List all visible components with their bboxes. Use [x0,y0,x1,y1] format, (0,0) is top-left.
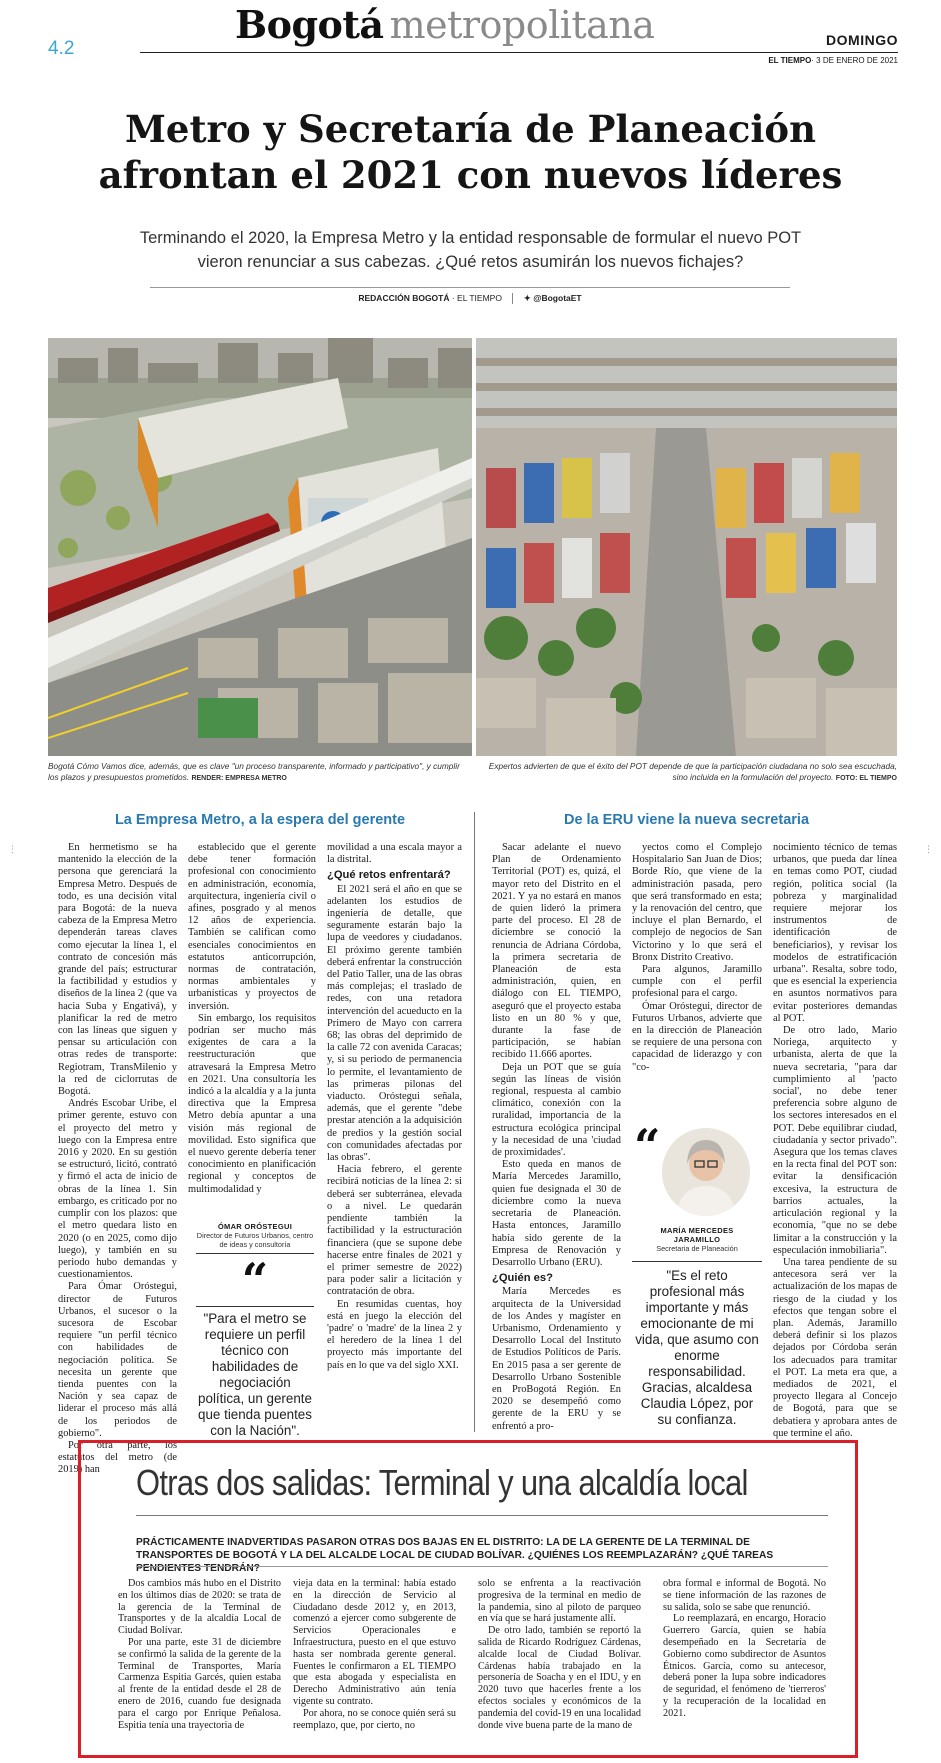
right-quote-role: Secretaria de Planeación [656,1244,738,1253]
left-quote-text: "Para el metro se requiere un perfil técnico con habilidades de negociación política, un gerente que tienda puentes con la Nación". [198,1311,312,1438]
paragraph: En hermetismo se ha mantenido la elección de la persona que gerenciará la Empresa Metro. Después de todo, es una decisión vital para Bogotá: de la nueva cabeza de la Empresa Metro dependerán tareas claves como ejecutar la línea 1, el contrato de concesión más grande del país; estructurar la factibilidad y estudios y diseños de la línea 2 (que va hacia Suba y Engativá), y planificar la red de metro con las líneas que siguen y pensar su articulación con otras redes de transporte: Regiotram, TransMilenio y la red de ciclorrutas de Bogotá. [58,842,177,1098]
right-quote-text: "Es el reto profesional más importante y más emocionante de mi vida, que asumo con enorme responsabilidad. Gracias, alcaldesa Claudia López, por su confianza. [635,1268,759,1427]
fold-mark-left: ⋮ [8,845,17,855]
subheading: ¿Quién es? [492,1272,553,1285]
paragraph: Deja un POT que se guía según las líneas de visión regional, respuesta al cambio climático, conexión con la ruralidad, importancia de la estructura ecológica principal y la necesidad de una 'ciudad de proximidades'. [492,1061,621,1159]
paragraph: Una tarea pendiente de su antecesora será ver la actualización de los mapas de riesgo de la ciudad y los efectos que tengan sobre el plan. Además, Jaramillo deberá definir si los plazos dejados por Córdoba serán los adecuados para tramitar el POT. La meta era que, a mediados de 2021, el proyecto llegara al Concejo de Bogotá, para que se debatiera y aprobara antes de que termine el año. [773,1256,897,1439]
paragraph: vieja data en la terminal: había estado en la dirección de Servicio al Ciudadano desde 2012 y, en 2013, comenzó a ejercer como subgerente de Servicios Operacionales e Infraestructura, puesto en el que estuvo hasta ser nombrada gerente general. Fuentes le confirmaron a EL TIEMPO que esta abogada y especialista en Derecho Administrativo aún tenía vigente su contrato. [293,1578,456,1707]
bottom-column-3 [478,1578,641,1731]
portrait-photo [662,1128,750,1216]
paragraph: movilidad a una escala mayor a la distrital. [327,842,462,866]
right-story-column-3 [773,842,897,1440]
paragraph: Por ahora, no se conoce quién será su reemplazo, que, por cierto, no [293,1707,456,1731]
paragraph: Dos cambios más hubo en el Distrito en los últimos días de 2020: se trata de la gerencia de la Terminal de Transportes y de la alcaldía Local de Ciudad Bolívar. [118,1578,281,1637]
section-title-light: metropolitana [389,3,655,47]
paragraph: Hacia febrero, el gerente recibirá noticias de la línea 2: si deberá ser subterránea, elevada o a nivel. Le quedarán pendiente también la factibilidad y la estructuración financiera (que se supone debe hacerse entre finales de 2021 y el primer semestre de 2022) para poder salir a licitación y contratación de obra. [327,1164,462,1298]
paragraph: solo se enfrenta a la reactivación progresiva de la terminal en medio de la pandemia, sino al piloto de parqueo en vía que se hará justamente allí. [478,1578,641,1625]
paragraph: establecido que el gerente debe tener formación profesional con conocimiento en administración, economía, arquitectura, ingeniería civil o afines, posgrado y al menos 12 años de experiencia. También se califican como esenciales conocimientos en estatutos anticorrupción, normas de contratación, normas ambientales y urbanísticas y proyectos de inversión. [188,842,316,1012]
byline-rule [150,287,790,288]
headline [60,106,881,198]
bottom-title-rule [136,1515,828,1516]
article-deck: Terminando el 2020, la Empresa Metro y la entidad responsable de formular el nuevo POT vieron renunciar a sus cabezas. ¿Qué retos asumirán los nuevos fichajes? [139,229,802,271]
masthead-rule [140,52,898,53]
city-aerial-photo [476,338,897,756]
twitter-icon: ✦ [523,293,531,303]
headline-line-1: Metro y Secretaría de Planeación [124,107,817,151]
left-caption-text: Bogotá Cómo Vamos dice, además, que es clave "un proceso transparente, informado y participativo", y cumplir los plazos y presupuestos prometidos. [48,761,460,782]
left-quote-name: ÓMAR ORÓSTEGUI [217,1222,293,1231]
left-photo-credit: RENDER: EMPRESA METRO [191,775,287,782]
paragraph: Lo reemplazará, en encargo, Horacio Guerrero García, quien se había desempeñado en la Secretaría de Gobierno como subdirector de Asuntos Étnicos. García, como su antecesor, deberá poner la lupa sobre indicadores de seguridad, el fenómeno de 'tierreros' y la recuperación de la localidad en 2021. [663,1613,826,1719]
paragraph: obra formal e informal de Bogotá. No se tiene información de las razones de su salida, solo se sabe que renunció. [663,1578,826,1613]
bottom-deck: PRÁCTICAMENTE INADVERTIDAS PASARON OTRAS DOS BAJAS EN EL DISTRITO: LA DE LA GERENTE DE LA TERMINAL DE TRANSPORTES DE BOGOTÁ Y LA DEL ALCALDE LOCAL DE CIUDAD BOLÍVAR. ¿QUIÉNES LOS REEMPLAZARÁN? ¿QUÉ TAREAS PENDIENTES TENDRÁN? [136,1537,774,1574]
paragraph: Sin embargo, los requisitos podrían ser mucho más exigentes de cara a la reestructuración que atravesará la Empresa Metro en 2021. Una consultoría les indicó a la alcaldía y a la junta directiva que la Empresa Metro debía apuntar a una visión más regional de movilidad. Esto significa que el nuevo gerente debería tener conocimiento en planificación regional y conceptos de multimodalidad y [188,1012,316,1195]
dateline [768,56,898,65]
byline-separator [512,293,513,304]
bottom-column-1 [118,1578,281,1731]
left-story-column-2 [188,842,316,1196]
masthead [0,0,941,70]
fold-mark-right: ⋮ [924,845,933,855]
paragraph: Sacar adelante el nuevo Plan de Ordenamiento Territorial (POT) es, quizá, el mayor reto del Distrito en el 2021. Y ya no estará en manos de quien lideró la primera parte del proceso. El 28 de diciembre se conoció la renuncia de Adriana Córdoba, la primera secretaria de Planeación de esta administración, quien, en diálogo con EL TIEMPO, aseguró que el proyecto estaba listo en un 80 % y que, durante la fase de participación, se habían recibido 11.666 aportes. [492,842,621,1061]
left-photo-caption [48,761,472,784]
twitter-handle: @BogotaET [533,293,582,303]
right-caption-text: Expertos advierten de que el éxito del POT depende de que la participación ciudadana no solo sea escuchada, sino incluida en la formulación del proyecto. [488,761,897,782]
byline-outlet: · EL TIEMPO [449,293,502,303]
right-story-column-2 [632,842,762,1074]
bottom-column-4 [663,1578,826,1720]
paragraph: Ómar Oróstegui, director de Futuros Urbanos, advierte que en la dirección de Planeación se requiere de una persona con capacidad de liderazgo y con "co- [632,1000,762,1073]
right-quote-box [632,1118,762,1428]
bottom-title: Otras dos salidas: Terminal y una alcaldía local [136,1462,748,1503]
page-number: 4.2 [48,38,75,59]
paragraph: En resumidas cuentas, hoy está en juego la elección del 'padre' o 'madre' de la línea 2 y el heredero de la línea 1 del proyecto más importante del país en lo que va del siglo XXI. [327,1298,462,1371]
headline-line-2: afrontan el 2021 con nuevos líderes [98,153,843,197]
left-quote-role: Director de Futuros Urbanos, centro de ideas y consultoría [196,1231,314,1249]
left-story-column-3 [327,842,462,1372]
paragraph: El 2021 será el año en que se adelanten los estudios de ingeniería de detalle, que seguramente estarán bajo la lupa de veedores y ciudadanos. El próximo gerente también deberá enfrentar la construcción del Patio Taller, una de las obras más complejas; el traslado de redes, con una retadora intervención del acueducto en la Primero de Mayo con carrera 68; las obras del deprimido de la calle 72 con avenida Caracas; y, si su periodo de permanencia lo permite, el levantamiento de las primeras pilonas del viaducto. Oróstegui señala, además, que el gerente "debe prestar atención a la adquisición de predios y la gestión social con comunidades afectadas por las obras". [327,883,462,1164]
left-quote-box [196,1222,314,1439]
right-story-title: De la ERU viene la nueva secretaria [563,812,810,828]
left-story-column-1 [58,842,177,1477]
right-photo-caption [476,761,897,784]
issue-day: DOMINGO [826,32,898,48]
column-divider [474,812,475,1432]
issue-date: · 3 DE ENERO DE 2021 [811,56,898,65]
bottom-deck-rule [136,1566,828,1567]
paragraph: Por una parte, este 31 de diciembre se confirmó la salida de la gerente de la Terminal de Transportes, María Carmenza Espitia Garcés, quien estaba al frente de la entidad desde el 28 de enero de 2016, cuando fue designada para el cargo por Enrique Peñalosa. Espitia tenía una trayectoria de [118,1636,281,1731]
right-story-column-1 [492,842,621,1433]
paragraph: Andrés Escobar Uribe, el primer gerente, estuvo con el proyecto del metro y luego con la Empresa entre 2016 y 2020. En su gestión se estructuró, licitó, contrató y firmó el acta de inicio de obras de la línea 1. Sin embargo, es criticado por no cumplir con los plazos: que el metro quedara listo en 2020 (o en 2025, como dijo luego), y también en su periodo hubo demandas y cuestionamientos. [58,1098,177,1281]
section-title [235,2,654,47]
right-quote-name: MARÍA MERCEDES JARAMILLO [660,1226,734,1244]
paragraph: nocimiento técnico de temas urbanos, que pueda dar línea en temas como POT, ciudad región, política social (la pobreza y marginalidad requiere mejorar los instrumentos de identificación de beneficiarios), y revisar los modelos de estratificación urbana". Resalta, sobre todo, que es esencial la experiencia en asuntos normativos para evitar posteriores demandas al POT. [773,842,897,1024]
bottom-column-2 [293,1578,456,1731]
byline [150,293,790,304]
paragraph: Por otra parte, los estatutos del metro (de 2019) han [58,1439,177,1476]
quote-icon: “ [634,1119,661,1173]
paragraph: De otro lado, también se reportó la salida de Ricardo Rodríguez Cárdenas, alcalde local de Ciudad Bolívar. Cárdenas había trabajado en la personería de Soacha y en el IDU, y en 2020 tuvo que hacerles frente a los efectos sociales y económicos de la pandemia del covid-19 en una localidad donde vive buena parte de la mano de [478,1625,641,1731]
paragraph: De otro lado, Mario Noriega, arquitecto y urbanista, alerta de que la nueva secretaria, "para dar cumplimiento al 'pacto social', no debe tener preferencia sobre alguno de los sectores interesados en el POT. Debe equilibrar ciudad, ciudadanía y sector privado". Asegura que los temas claves en la recta final del POT son: evitar la densificación excesiva, la estructura de barrios actuales, la articulación regional y la economía, "que no se debe limitar a la construcción y la especulación inmobiliaria". [773,1025,897,1256]
paragraph: Esto queda en manos de María Mercedes Jaramillo, quien fue designada el 30 de diciembre como la nueva secretaria de Planeación. Hasta entonces, Jaramillo había sido gerente de la Empresa de Renovación y Desarrollo Urbano (ERU). [492,1159,621,1268]
paragraph: yectos como el Complejo Hospitalario San Juan de Dios; Borde Río, que viene de la administración pasada, pero que será transformado en esta; y la renovación del centro, que incluye el plan Bernardo, el complejo de negocios de San Victorino y lo que será el Bronx Distrito Creativo. [632,842,762,963]
quote-icon: “ [241,1253,269,1307]
subheading: ¿Qué retos enfrentará? [327,869,451,882]
paper-name: EL TIEMPO [768,56,812,65]
left-story-title: La Empresa Metro, a la espera del gerente [114,812,406,828]
paragraph: Para Ómar Oróstegui, director de Futuros Urbanos, el sucesor o la sucesora de Escobar requiere "un perfil técnico con habilidades de negociación política. Se necesita un gerente que tienda puentes con la Nación y sea capaz de liderar el proceso más allá de los periodos de gobierno". [58,1281,177,1439]
metro-render-photo [48,338,472,756]
paragraph: María Mercedes es arquitecta de la Universidad de los Andes y magíster en Urbanismo, Ordenamiento y Desarrollo Local del Instituto de Estudios Políticos de París. En 2015 pasa a ser gerente de Desarrollo Urbano Sostenible en ProBogotá Región. En 2020 se desempeñó como gerente de la ERU y se enfrentó a pro- [492,1286,621,1432]
section-title-bold: Bogotá [235,2,384,47]
right-photo-credit: FOTO: EL TIEMPO [835,775,897,782]
paragraph: Para algunos, Jaramillo cumple con el perfil profesional para el cargo. [632,964,762,1000]
byline-author: REDACCIÓN BOGOTÁ [358,293,450,303]
right-quote-rule [632,1261,762,1262]
